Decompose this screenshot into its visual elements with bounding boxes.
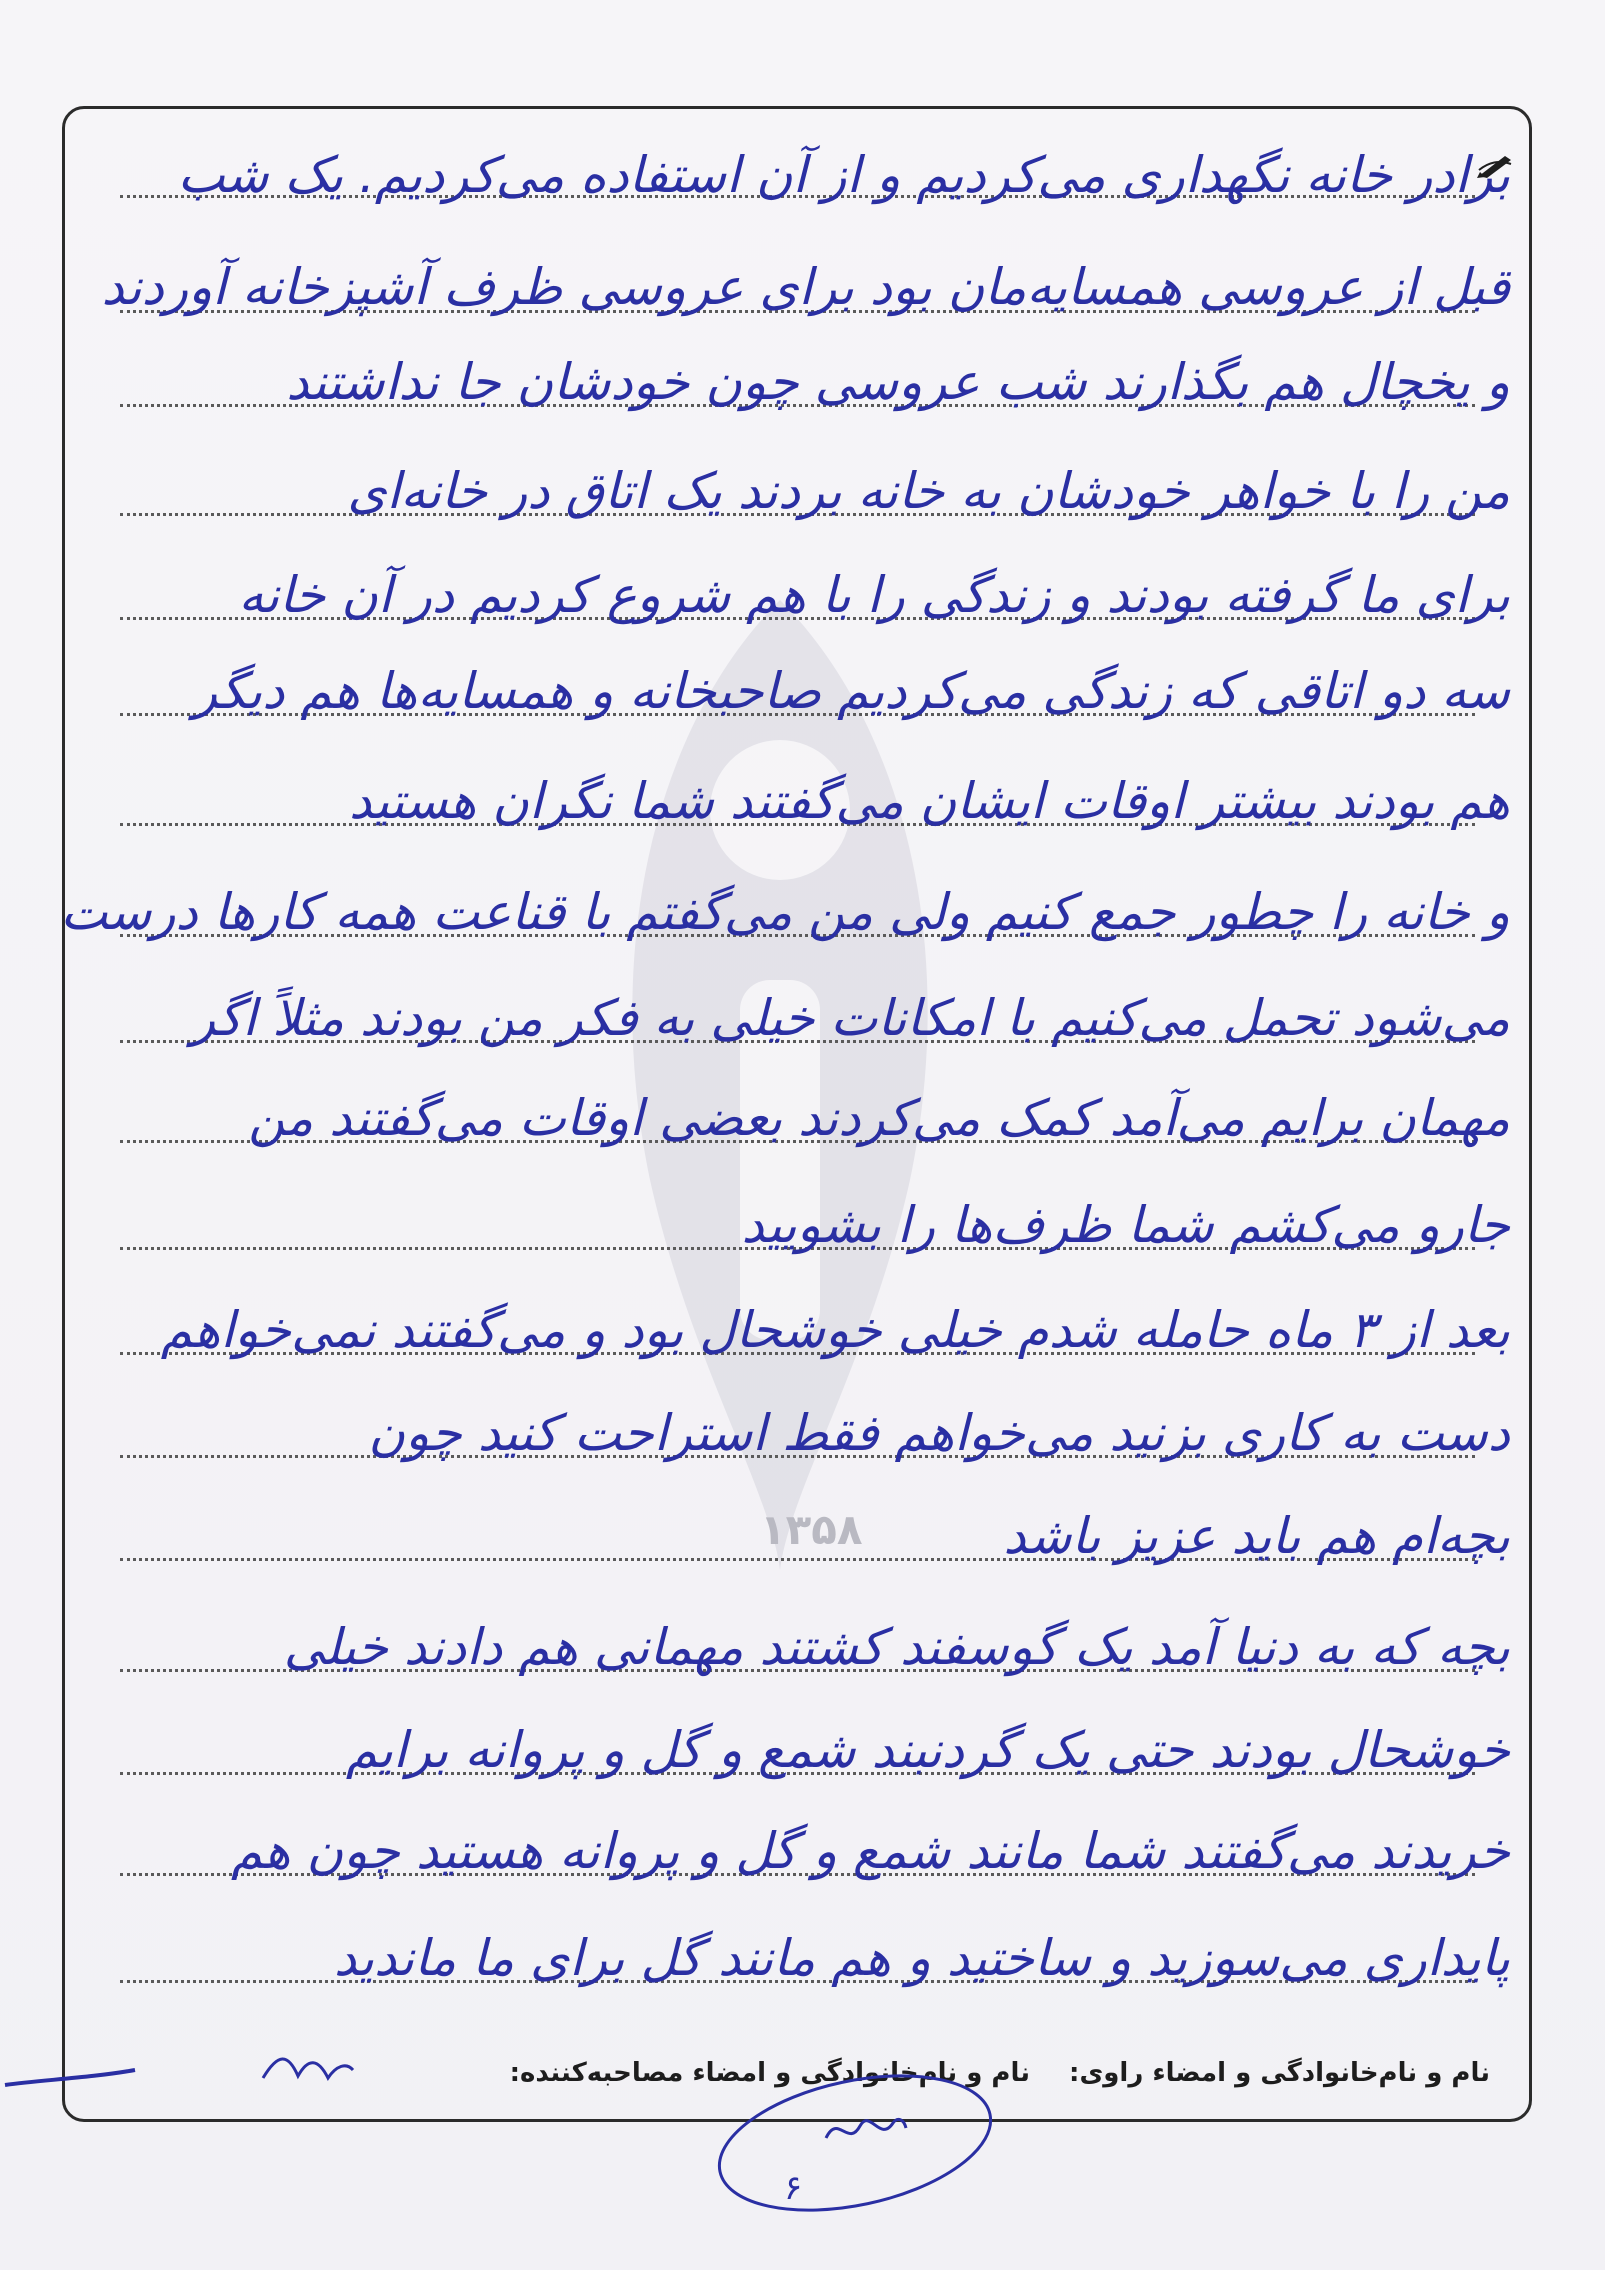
handwritten-line: خوشحال بودند حتی یک گردنبند شمع و گل و پروانه برایم: [345, 1721, 1510, 1779]
narrator-signature-label: نام و نام‌خانوادگی و امضاء راوی:: [1069, 2058, 1490, 2088]
handwritten-line: و یخچال هم بگذارند شب عروسی چون خودشان جا نداشتند: [286, 353, 1510, 411]
narrator-signature: [258, 2048, 358, 2088]
handwritten-line: مهمان برایم می‌آمد کمک می‌کردند بعضی اوقات می‌گفتند من: [248, 1089, 1510, 1147]
watermark-year: ۱۳۵۸: [760, 1505, 863, 1554]
handwritten-line: و خانه را چطور جمع کنیم ولی من می‌گفتم با قناعت همه کارها درست: [60, 883, 1510, 941]
handwritten-line: برای ما گرفته بودند و زندگی را با هم شروع کردیم در آن خانه: [238, 566, 1510, 624]
handwritten-line: بعد از ۳ ماه حامله شدم خیلی خوشحال بود و می‌گفتند نمی‌خواهم: [160, 1301, 1510, 1359]
handwritten-line: بچه که به دنیا آمد یک گوسفند کشتند مهمانی هم دادند خیلی: [283, 1618, 1510, 1676]
handwritten-line: هم بودند بیشتر اوقات ایشان می‌گفتند شما نگران هستید: [349, 772, 1510, 830]
interviewer-signature-label: نام و نام‌خانوادگی و امضاء مصاحبه‌کننده:: [509, 2058, 1030, 2088]
handwritten-line: خریدند می‌گفتند شما مانند شمع و گل و پروانه هستید چون هم: [230, 1822, 1510, 1880]
handwritten-line: بچه‌ام هم باید عزیز باشد: [1003, 1507, 1510, 1565]
handwritten-line: من را با خواهر خودشان به خانه بردند یک اتاق در خانه‌ای: [347, 462, 1510, 520]
handwritten-line: سه دو اتاقی که زندگی می‌کردیم صاحبخانه و همسایه‌ها هم دیگر: [193, 662, 1510, 720]
interviewer-signature: [818, 2098, 908, 2158]
page-number: ۶: [784, 2168, 803, 2208]
handwritten-line: قبل از عروسی همسایه‌مان بود برای عروسی ظرف آشپزخانه آوردند: [101, 258, 1510, 316]
handwritten-line: جارو می‌کشم شما ظرف‌ها را بشویید: [741, 1196, 1510, 1254]
margin-scribble: [0, 2040, 140, 2100]
handwritten-line: پایداری می‌سوزید و ساختید و هم مانند گل برای ما ماندید: [333, 1929, 1510, 1987]
handwritten-line: برادر خانه نگهداری می‌کردیم و از آن استفاده می‌کردیم. یک شب: [177, 146, 1510, 204]
handwritten-line: دست به کاری بزنید می‌خواهم فقط استراحت کنید چون: [368, 1404, 1510, 1462]
handwritten-line: می‌شود تحمل می‌کنیم با امکانات خیلی به فکر من بودند مثلاً اگر: [191, 989, 1510, 1047]
